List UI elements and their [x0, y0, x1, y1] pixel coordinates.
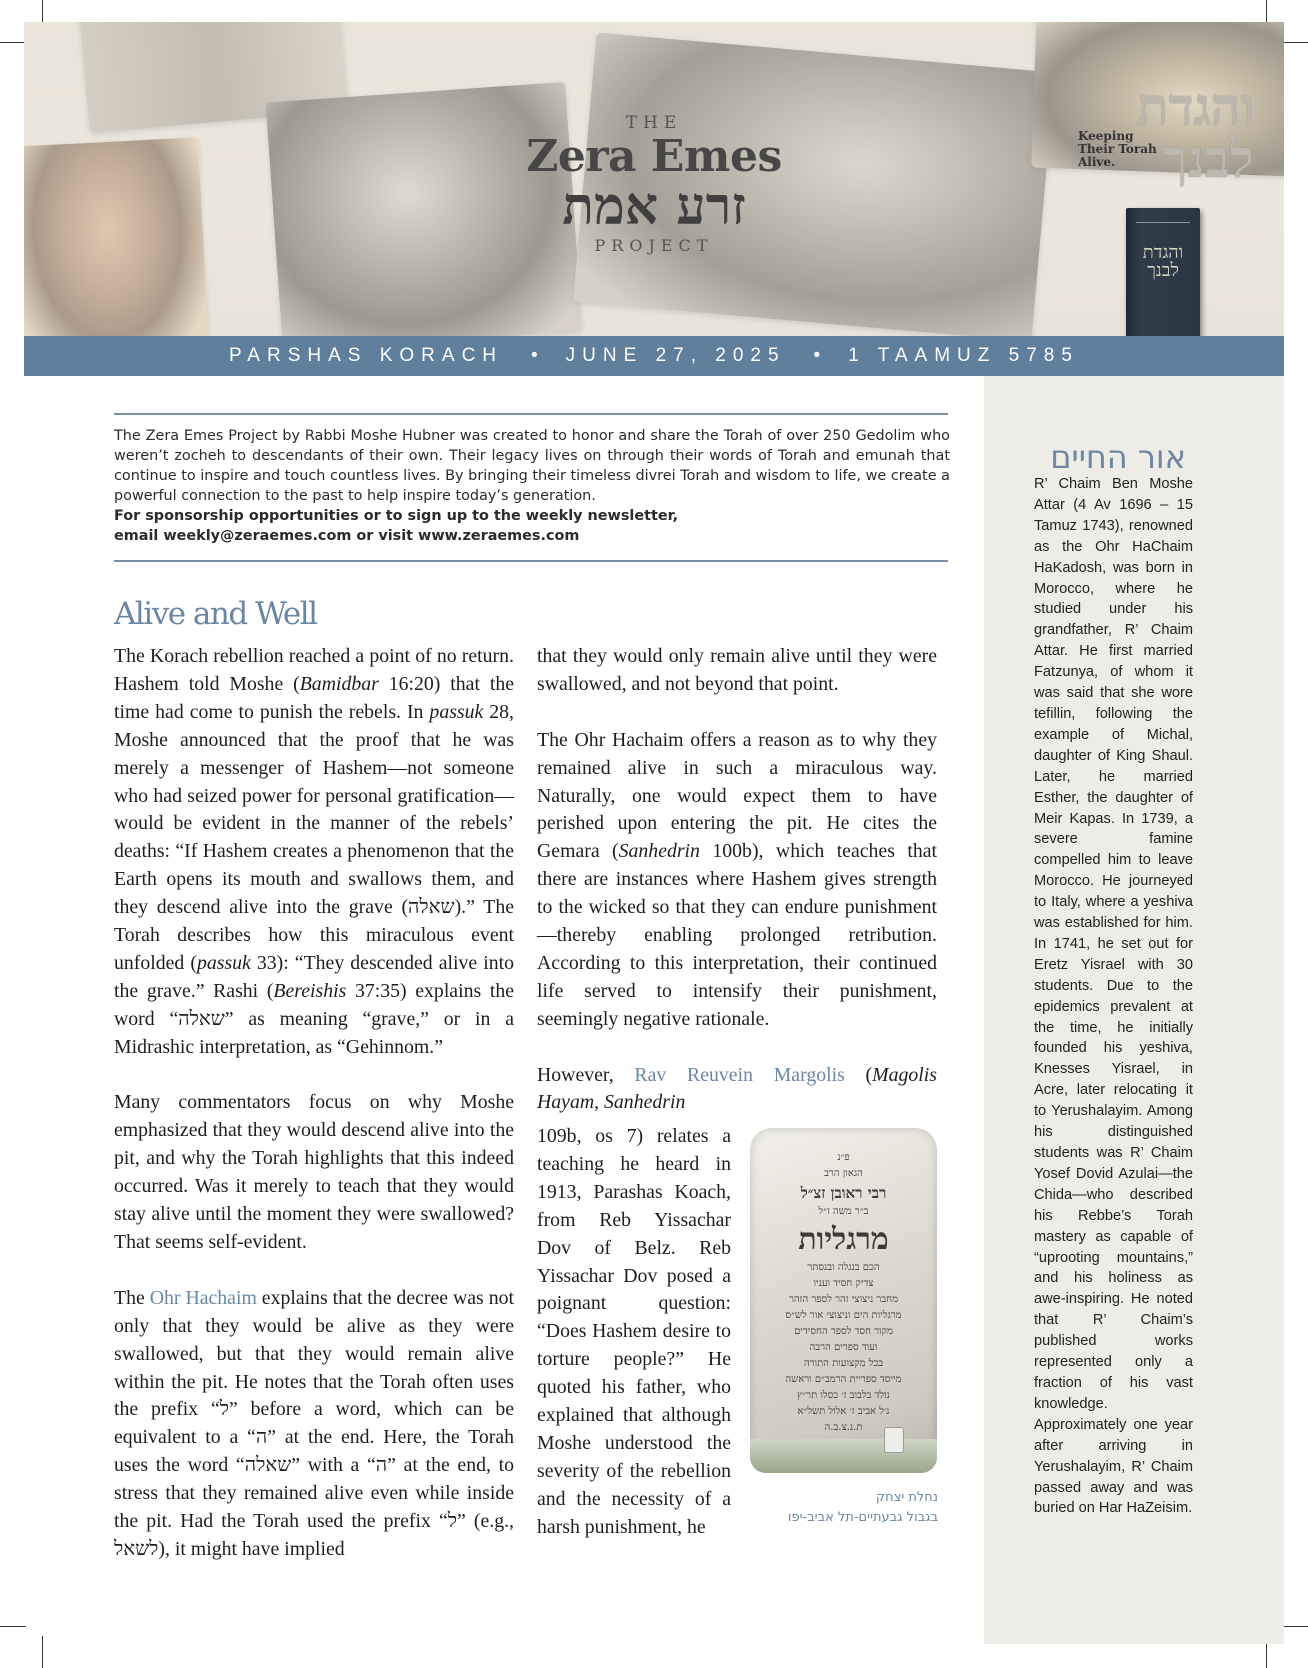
tagline: Keeping Their Torah Alive.	[1078, 129, 1157, 169]
header-banner	[24, 22, 1284, 336]
logo-project: PROJECT	[594, 236, 714, 255]
stone-line: הגאון הרב	[824, 1168, 863, 1179]
book-title: והגדת לבנך	[1142, 242, 1184, 281]
contact-line: email weekly@zeraemes.com or visit www.zeraemes.com	[114, 528, 580, 544]
article-headline: Alive and Well	[114, 596, 317, 632]
stone-line: נולד בלבוב ז׳ כסלו תר״ץ	[797, 1390, 890, 1401]
stone-line: ועוד ספרים הרבה	[809, 1342, 878, 1353]
intro-block	[114, 426, 950, 546]
caption-line: בגבול גבעתיים-תל אביב-יפו	[787, 1510, 938, 1525]
paragraph: Many commentators focus on why Moshe emphasized that they would descend alive into the pit, and why the Torah highlights that this indeed occurred. Was it merely to teach that they would stay alive until the moment they were swallowed? That seems self-evident.	[114, 1091, 514, 1254]
dateline-bar	[24, 336, 1284, 376]
crop-mark	[1282, 1626, 1308, 1627]
gregorian-date: JUNE 27, 2025	[565, 345, 786, 366]
hebrew-date: 1 TAAMUZ 5785	[848, 345, 1079, 366]
stone-line: פ״נ	[837, 1152, 850, 1163]
memorial-candle	[884, 1427, 904, 1453]
parsha-name: PARSHAS KORACH	[229, 345, 504, 366]
article-column-2	[537, 643, 937, 1117]
crop-mark	[1282, 42, 1308, 43]
stone-line: מרגליות	[798, 1222, 889, 1257]
stone-line: מייסד ספריית הרמב״ם וראשה	[785, 1374, 902, 1385]
stone-line: מקור חסד לספר החסידים	[794, 1326, 893, 1337]
sidebar-bio-text: R’ Chaim Ben Moshe Attar (4 Av 1696 – 15 Tamuz 1743), renowned as the Ohr HaChaim HaKadosh, was born in Morocco, where he studied under his grandfather, R’ Chaim Attar. He first married Fatzunya, of whom it was said that she wore tefillin, following the example of Michal, daughter of King Shaul. Later, he married Esther, the daughter of Meir Kapas. In 1739, a severe famine compelled him to leave Morocco. He journeyed to Italy, where a yeshiva was established for him. In 1741, he set out for Eretz Yisrael with 30 students. Due to the epidemics prevalent at the time, he initially founded his yeshiva, Knesses Yisrael, in Acre, later relocating it to Yerushalayim. Among his distinguished students was R’ Chaim Yosef Dovid Azulai—the Chida—who described his Rebbe’s Torah mastery as capable of “uprooting mountains,” and his holiness as awe-inspiring. He noted that R’ Chaim’s published works represented only a fraction of his vast knowledge. Approximately one year after arriving in Yerushalayim, R’ Chaim passed away and was buried on Har HaZeisim.	[1034, 476, 1193, 1517]
book-cover-image	[1126, 208, 1200, 336]
sponsor-line: For sponsorship opportunities or to sign up to the weekly newsletter,	[114, 508, 679, 524]
stone-line: ת.נ.צ.ב.ה	[824, 1422, 863, 1433]
stone-line: צדיק חסיד ועניו	[813, 1278, 874, 1289]
crop-mark	[0, 1626, 26, 1627]
caption-line: נחלת יצחק	[875, 1490, 938, 1505]
stone-ground	[750, 1439, 937, 1473]
ohr-hachaim-link[interactable]: Ohr Hachaim	[149, 1286, 257, 1309]
stone-line: ב״ר משה ז״ל	[818, 1206, 869, 1217]
book-rule	[1136, 222, 1190, 223]
stone-line: רבי ראובן זצ״ל	[800, 1184, 887, 1202]
photo-caption	[742, 1488, 938, 1528]
logo-the: THE	[625, 113, 683, 133]
stone-line: נ׳ל אביב ז׳ אלול תשל״א	[797, 1406, 890, 1417]
paragraph-continued: 109b, os 7) relates a teaching he heard in 1913, Parashas Koach, from Reb Yissachar Dov of Belz. Reb Yissachar Dov posed a poignant question: “Does Hashem desire to torture people?” He quoted his father, who explained that although Moshe understood the severity of the rebellion and the necessity of a harsh punishment, he	[537, 1125, 731, 1538]
paragraph: However, Rav Reuvein Margolis (Magolis Hayam, Sanhedrin	[537, 1063, 937, 1114]
separator-dot: •	[531, 345, 538, 366]
stone-line: הכם בנגלה ובנסתר	[807, 1262, 880, 1273]
rav-reuvein-margolis-link[interactable]: Rav Reuvein Margolis	[634, 1063, 845, 1086]
crop-mark	[42, 1636, 43, 1668]
tombstone-photo	[750, 1128, 937, 1473]
paragraph: The Korach rebellion reached a point of no return. Hashem told Moshe (Bamidbar 16:20) that the time had come to punish the rebels. In passuk 28, Moshe announced that the proof that he was merely a messenger of Hashem—not someone who had seized power for personal gratification—would be evident in the manner of the rebels’ deaths: “If Hashem creates a phenomenon that the Earth opens its mouth and swallows them, and they descend alive into the grave (שאלה).” The Torah describes how this miraculous event unfolded (passuk 33): “They descended alive into the grave.” Rashi (Bereishis 37:35) explains the word “שאלה” as meaning “grave,” or in a Midrashic interpretation, as “Gehinnom.”	[114, 645, 514, 1058]
article-column-1	[114, 643, 514, 1564]
separator-dot: •	[813, 345, 821, 366]
logo-name: Zera Emes	[526, 131, 782, 182]
crop-mark	[0, 42, 26, 43]
stone-line: מרגליות הים וניצוצי אור לש״ס	[785, 1310, 902, 1321]
zera-emes-logo	[504, 114, 804, 255]
paragraph: that they would only remain alive until they were swallowed, and not beyond that point.	[537, 645, 937, 695]
paragraph: The Ohr Hachaim offers a reason as to why they remained alive in such a miraculous way. Naturally, one would expect them to have perished upon entering the pit. He cites the Gemara (Sanhedrin 100b), which teaches that there are instances where Hashem gives strength to the wicked so that they can endure punishment—thereby enabling prolonged retribution. According to this interpretation, their continued life served to intensify their punishment, seemingly negative rationale.	[537, 728, 937, 1030]
haggada-title: והגדת לבנך	[1136, 77, 1254, 190]
stone-line: בכל מקצועות התורה	[803, 1358, 884, 1369]
sidebar-title: אור החיים	[1050, 438, 1186, 476]
intro-text: The Zera Emes Project by Rabbi Moshe Hubner was created to honor and share the Torah of over 250 Gedolim who weren’t zocheh to descendants of their own. Their legacy lives on through their words of Torah and emunah that continue to inspire and touch countless lives. By bringing their timeless divrei Torah and wisdom to life, we create a powerful connection to the past to help inspire today’s generation.	[114, 428, 950, 504]
divider-rule	[114, 413, 948, 415]
divider-rule	[114, 560, 948, 562]
stone-line: מחבר ניצוצי זהר לספר הזהר	[789, 1294, 898, 1305]
logo-hebrew: זרע אמת	[562, 176, 746, 237]
paragraph: The Ohr Hachaim explains that the decree was not only that they would be alive as they were swallowed, but that they would remain alive within the pit. He notes that the Torah often uses the prefix “ל” before a word, which can be equivalent to a “ה” at the end. Here, the Torah uses the word “שאלה” with a “ה” at the end, to stress that they remained alive even while inside the pit. Had the Torah used the prefix “ל” (e.g., לשאל), it might have implied	[114, 1286, 515, 1560]
